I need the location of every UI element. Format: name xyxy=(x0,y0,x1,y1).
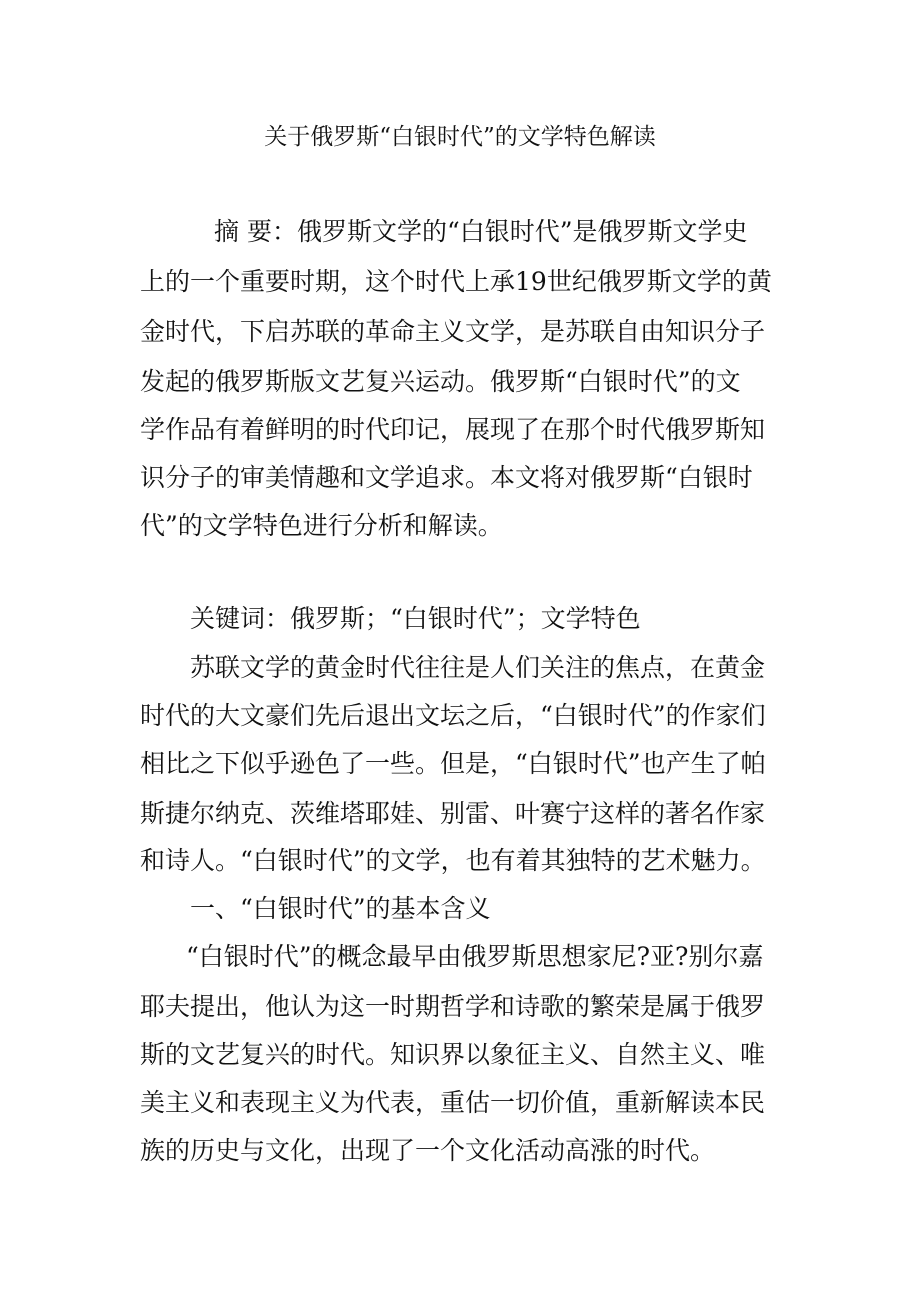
section-line: 斯的文艺复兴的时代。知识界以象征主义、自然主义、唯 xyxy=(140,1040,766,1069)
abstract-line: 学作品有着鲜明的时代印记，展现了在那个时代俄罗斯知 xyxy=(140,415,766,444)
abstract-line: 金时代，下启苏联的革命主义文学，是苏联自由知识分子 xyxy=(140,317,766,346)
abstract-line: 发起的俄罗斯版文艺复兴运动。俄罗斯“白银时代”的文 xyxy=(140,367,741,396)
intro-line: 斯捷尔纳克、茨维塔耶娃、别雷、叶赛宁这样的著名作家 xyxy=(140,799,766,828)
abstract-line: 摘 要：俄罗斯文学的“白银时代”是俄罗斯文学史 xyxy=(214,217,748,246)
keywords-line: 关键词：俄罗斯；“白银时代”；文学特色 xyxy=(190,604,641,633)
abstract-line: 上的一个重要时期，这个时代上承19世纪俄罗斯文学的黄 xyxy=(140,267,772,296)
intro-line: 和诗人。“白银时代”的文学，也有着其独特的艺术魅力。 xyxy=(140,846,766,875)
intro-line: 时代的大文豪们先后退出文坛之后，“白银时代”的作家们 xyxy=(140,701,766,730)
section-line: 族的历史与文化，出现了一个文化活动高涨的时代。 xyxy=(140,1136,716,1165)
section-line: “白银时代”的概念最早由俄罗斯思想家尼?亚?别尔嘉 xyxy=(186,942,764,971)
section-heading: 一、“白银时代”的基本含义 xyxy=(190,894,491,923)
section-line: 美主义和表现主义为代表，重估一切价值，重新解读本民 xyxy=(140,1088,766,1117)
section-line: 耶夫提出，他认为这一时期哲学和诗歌的繁荣是属于俄罗 xyxy=(140,992,766,1021)
document-title: 关于俄罗斯“白银时代”的文学特色解读 xyxy=(264,124,656,150)
abstract-line: 识分子的审美情趣和文学追求。本文将对俄罗斯“白银时 xyxy=(140,463,753,492)
intro-line: 苏联文学的黄金时代往往是人们关注的焦点，在黄金 xyxy=(190,653,766,682)
abstract-line: 代”的文学特色进行分析和解读。 xyxy=(140,511,503,540)
intro-line: 相比之下似乎逊色了一些。但是，“白银时代”也产生了帕 xyxy=(140,749,766,778)
